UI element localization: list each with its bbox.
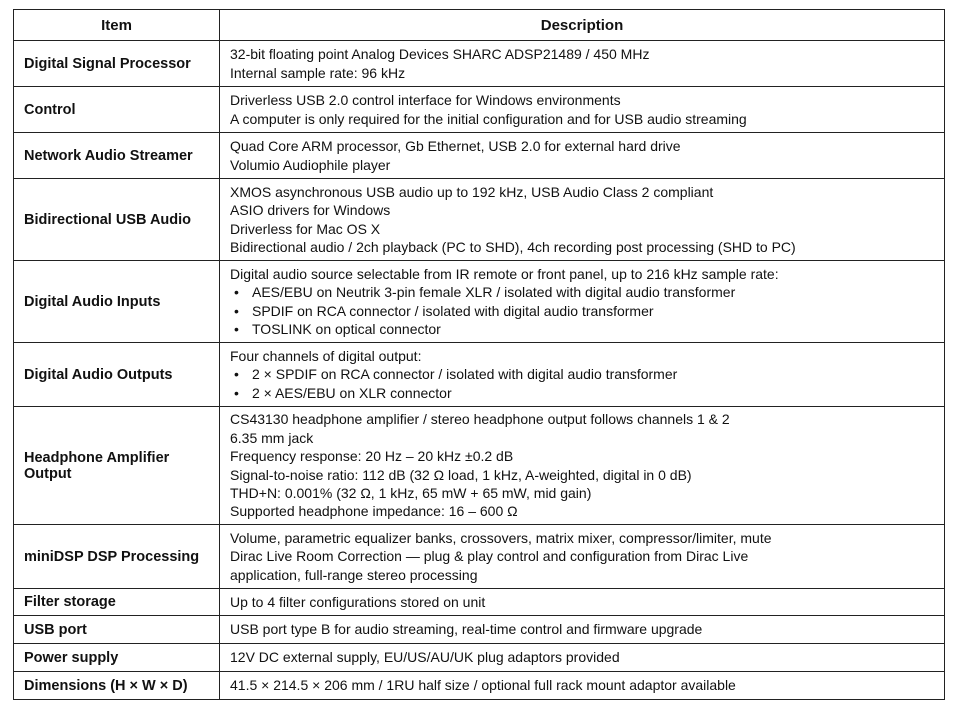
item-cell: Headphone Amplifier Output	[14, 407, 220, 525]
table-row	[14, 343, 945, 407]
description-line: Driverless for Mac OS X	[230, 220, 381, 237]
description-line: 6.35 mm jack	[230, 429, 314, 446]
table-row	[14, 589, 945, 616]
description-bullet: • SPDIF on RCA connector / isolated with digital audio transformer	[230, 302, 934, 320]
table-header	[14, 10, 945, 41]
description-line: Internal sample rate: 96 kHz	[230, 64, 406, 81]
header-row	[14, 10, 945, 41]
description-cell	[220, 644, 945, 672]
item-cell: Dimensions (H × W × D)	[14, 672, 220, 700]
table-body	[14, 41, 945, 700]
description-bullet: • 2 × AES/EBU on XLR connector	[230, 384, 934, 402]
description-cell	[220, 179, 945, 261]
table-row	[14, 644, 945, 672]
description-line: Supported headphone impedance: 16 – 600 Ω	[230, 503, 518, 520]
description-line: 12V DC external supply, EU/US/AU/UK plug adaptors provided	[230, 649, 620, 666]
description-cell	[220, 407, 945, 525]
item-cell: Power supply	[14, 644, 220, 672]
description-line: Bidirectional audio / 2ch playback (PC to SHD), 4ch recording post processing (SHD to PC)	[230, 238, 796, 255]
header-description: Description	[220, 10, 945, 41]
item-cell: Network Audio Streamer	[14, 133, 220, 179]
description-cell	[220, 672, 945, 700]
description-line: Driverless USB 2.0 control interface for Windows environments	[230, 92, 621, 109]
item-cell: Digital Audio Outputs	[14, 343, 220, 407]
description-line: Volume, parametric equalizer banks, crossovers, matrix mixer, compressor/limiter, mute	[230, 529, 772, 546]
description-cell	[220, 525, 945, 589]
item-cell: Digital Signal Processor	[14, 41, 220, 87]
item-cell: Control	[14, 87, 220, 133]
description-line: Four channels of digital output:	[230, 347, 422, 364]
description-line: application, full-range stereo processing	[230, 566, 478, 583]
item-cell: Filter storage	[14, 589, 220, 616]
table-row	[14, 87, 945, 133]
item-cell: miniDSP DSP Processing	[14, 525, 220, 589]
table-row	[14, 616, 945, 644]
description-line: CS43130 headphone amplifier / stereo headphone output follows channels 1 & 2	[230, 411, 730, 428]
description-cell	[220, 261, 945, 343]
description-cell	[220, 343, 945, 407]
description-line: XMOS asynchronous USB audio up to 192 kHz, USB Audio Class 2 compliant	[230, 183, 714, 200]
description-cell	[220, 616, 945, 644]
description-line: 32-bit floating point Analog Devices SHARC ADSP21489 / 450 MHz	[230, 46, 650, 63]
item-cell: Digital Audio Inputs	[14, 261, 220, 343]
description-line: 41.5 × 214.5 × 206 mm / 1RU half size / optional full rack mount adaptor available	[230, 677, 736, 694]
table-row	[14, 525, 945, 589]
description-bullet: • TOSLINK on optical connector	[230, 320, 934, 338]
table-row	[14, 261, 945, 343]
description-cell	[220, 133, 945, 179]
description-bullet: • 2 × SPDIF on RCA connector / isolated with digital audio transformer	[230, 365, 934, 383]
description-line: Up to 4 filter configurations stored on unit	[230, 593, 486, 610]
description-line: THD+N: 0.001% (32 Ω, 1 kHz, 65 mW + 65 mW, mid gain)	[230, 484, 592, 501]
description-bullet: • AES/EBU on Neutrik 3-pin female XLR / isolated with digital audio transformer	[230, 283, 934, 301]
description-cell	[220, 589, 945, 616]
description-line: A computer is only required for the initial configuration and for USB audio streaming	[230, 110, 747, 127]
description-line: USB port type B for audio streaming, real-time control and firmware upgrade	[230, 621, 703, 638]
description-line: Quad Core ARM processor, Gb Ethernet, USB 2.0 for external hard drive	[230, 138, 681, 155]
description-line: Dirac Live Room Correction — plug & play control and configuration from Dirac Live	[230, 548, 749, 565]
table-row	[14, 179, 945, 261]
description-cell	[220, 41, 945, 87]
item-cell: USB port	[14, 616, 220, 644]
description-cell	[220, 87, 945, 133]
description-line: Volumio Audiophile player	[230, 156, 391, 173]
description-line: Signal-to-noise ratio: 112 dB (32 Ω load, 1 kHz, A-weighted, digital in 0 dB)	[230, 466, 692, 483]
table-row	[14, 407, 945, 525]
description-line: Frequency response: 20 Hz – 20 kHz ±0.2 dB	[230, 448, 514, 465]
table-row	[14, 133, 945, 179]
table-row	[14, 41, 945, 87]
table-row	[14, 672, 945, 700]
header-item: Item	[14, 10, 220, 41]
item-cell: Bidirectional USB Audio	[14, 179, 220, 261]
description-line: ASIO drivers for Windows	[230, 202, 391, 219]
spec-table	[13, 9, 945, 700]
description-line: Digital audio source selectable from IR remote or front panel, up to 216 kHz sample rate:	[230, 265, 779, 282]
